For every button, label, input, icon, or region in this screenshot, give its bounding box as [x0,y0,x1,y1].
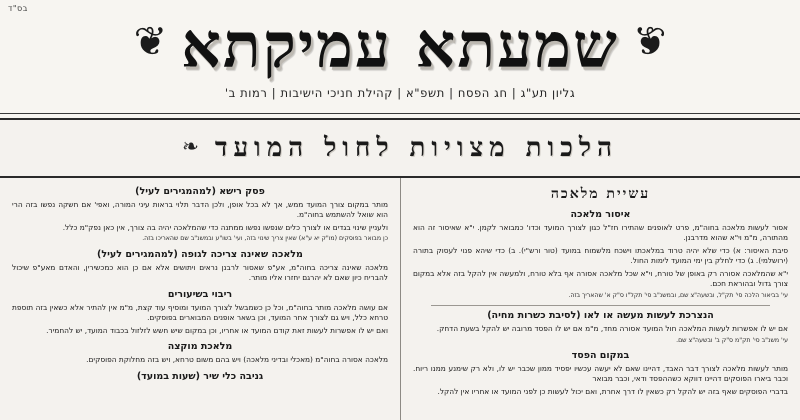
block-footnote: עי' בביאור הלכה סי' תק"ל, ובשעה"צ שם, ובמשנ"ב סי' תקל"ו ס"ק א' שהאריך בזה. [568,291,788,299]
block-heading: מלאכה שאינה צריכה לגופה (למהמגירים לעיל) [97,248,303,260]
article-block [413,209,788,300]
block-heading: פסק רישא (למהמגירים לעיל) [135,186,265,197]
article-block [12,249,388,284]
block-paragraph: ולעניין שינוי בגדים או לצורך כלים שנפשו נפשו ממתנה כדי שהמלאכה יהיה בה צורך, אין כאן נפק"מ כלל. [62,222,388,232]
block-divider [431,305,770,306]
block-paragraph: י"א שהמלאכה אסורה רק באופן של טורח, וי"א שכל מלאכה אסורה אף בלא טורח, ולמעשה אין להקל בזה אלא במקום צורך גדול ובהוראת חכם. [413,268,788,289]
page-title: שמעתא עמיקתא [181,9,619,82]
masthead-title-row [0,0,800,86]
block-paragraph: ואם יש לו אפשרות לעשות זאת קודם המועד או אחריו, וכן במקום שיש חשש לזלזול בכבוד המועד, יש להחמיר. [46,325,388,335]
block-paragraph: מלאכה אסורה בחוה"מ (מאכלי ובדיני מלאכה) ויש בהם משום טרחא, ויש בזה מחלוקת הפוסקים. [86,354,388,364]
block-footnote: כן מבואר בפוסקים (מו"ק יא ע"א) שאין צריך שינוי בזה, ועי' בשו"ע ובמשנ"ב שם שהאריכו בזה. [142,235,388,243]
block-paragraph: אסור לעשות מלאכה בחוה"מ, פרט לאופנים שהתירו חז"ל כגון לצורך המועד וכדו' כמבואר לקמן. י"א שאיסור זה הוא מהתורה, מ"מ וי"א שהוא מדרבנן. [413,222,788,243]
masthead [0,0,800,120]
column-right-title: עשיית מלאכה [550,186,651,202]
decorative-flourish-icon-right: ❦ [632,19,667,65]
block-heading: איסור מלאכה [570,209,631,220]
article-block [12,371,388,383]
section-title: הלכות מצויות לחול המועד [214,133,618,163]
block-heading: ריבוי בשיעורים [167,288,233,300]
article-block [12,289,388,336]
block-paragraph: סיבת האיסור: א) כדי שלא יהיה טרוד במלאכתו וישכח מלשמוח במועד (טור ורש"י). ב) כדי שיהא פנוי לעסוק בתורה (ירושלמי). ג) כדי לחלק בין ימי המועד לימות החול. [413,245,788,266]
decorative-flourish-small-icon: ❧ [182,134,199,158]
block-heading: גניבה כלי שיר (שעות במועד) [136,370,264,382]
section-header [0,120,800,178]
block-paragraph: אם יש לו אפשרות לעשות המלאכה חול המועד אסורה מחד, מ"מ אם יש לו הפסד מרובה יש להקל בשעת הדחק. [436,324,788,334]
masthead-subtitle: גליון תע"ג | חג הפסח | תשפ"א | קהילת חניכי הישיבות | רמות ב' [224,86,576,100]
block-heading: מלאכת מוקצה [167,341,233,353]
article-block [12,186,388,244]
article-block [12,341,388,365]
column-left [0,178,400,420]
block-paragraph: מלאכה שאינה צריכה בחוה"מ, אע"פ שאסור לרבנן נראים ויתושים אלא אם כן הוא כמכשירין, והאדם מאע"פ שיכול להבריח כיון שאם לא יהרגם יחזרו אליו מותר. [12,262,388,283]
masthead-divider [0,113,800,114]
article-block [413,310,788,345]
block-heading: במקום הפסד [571,350,630,362]
block-paragraph: מותר לעשות מלאכה לצורך דבר האבד, דהיינו שאם לא יעשה עכשיו יפסיד ממון שכבר יש לו, ולא רק שימנע ממנו ריוח. וכבר ביארו הפוסקים דהיינו דווקא כשההפסד ודאי, וכבר מבואר [413,363,788,384]
block-paragraph: מותר במקום צורך המועד ממש, אך לא בכל אופן, ולכן הדבר תלוי בראות עיני המורה, ואפי' אם חשקה נפשו בזה הרי הוא שואל להשתמש בחוה"מ. [12,199,388,220]
block-heading: הנצרכת לעשות מעשה או לאו (לסיבת כשרות מחיה) [487,310,714,322]
block-paragraph: אם עושה מלאכה מותר בחוה"מ, וכל כן כשמבשל לצורך המועד ומוסיף עוד קצת, מ"מ אין להתיר אלא כשאין בזה תוספת טרחא כלל, ויש גם לצורך אחר המועד, וכן בשאר אופנים המבוארים בפוסקים. [12,302,388,323]
block-paragraph: בדברי הפוסקים שאף בזה יש להקל רק כשאין לו דרך אחרת, ואם יכול לעשות כן לפני המועד או אחריו אין להקל. [437,386,788,396]
article-block [413,350,788,397]
column-right [400,178,800,420]
article-body [0,178,800,420]
block-footnote: עי' משנ"ב סי' תק"מ ס"ק ב' ובשעה"צ שם. [676,336,788,344]
decorative-flourish-icon-left: ❦ [133,19,168,65]
bsd-label: בס"ד [8,4,28,13]
